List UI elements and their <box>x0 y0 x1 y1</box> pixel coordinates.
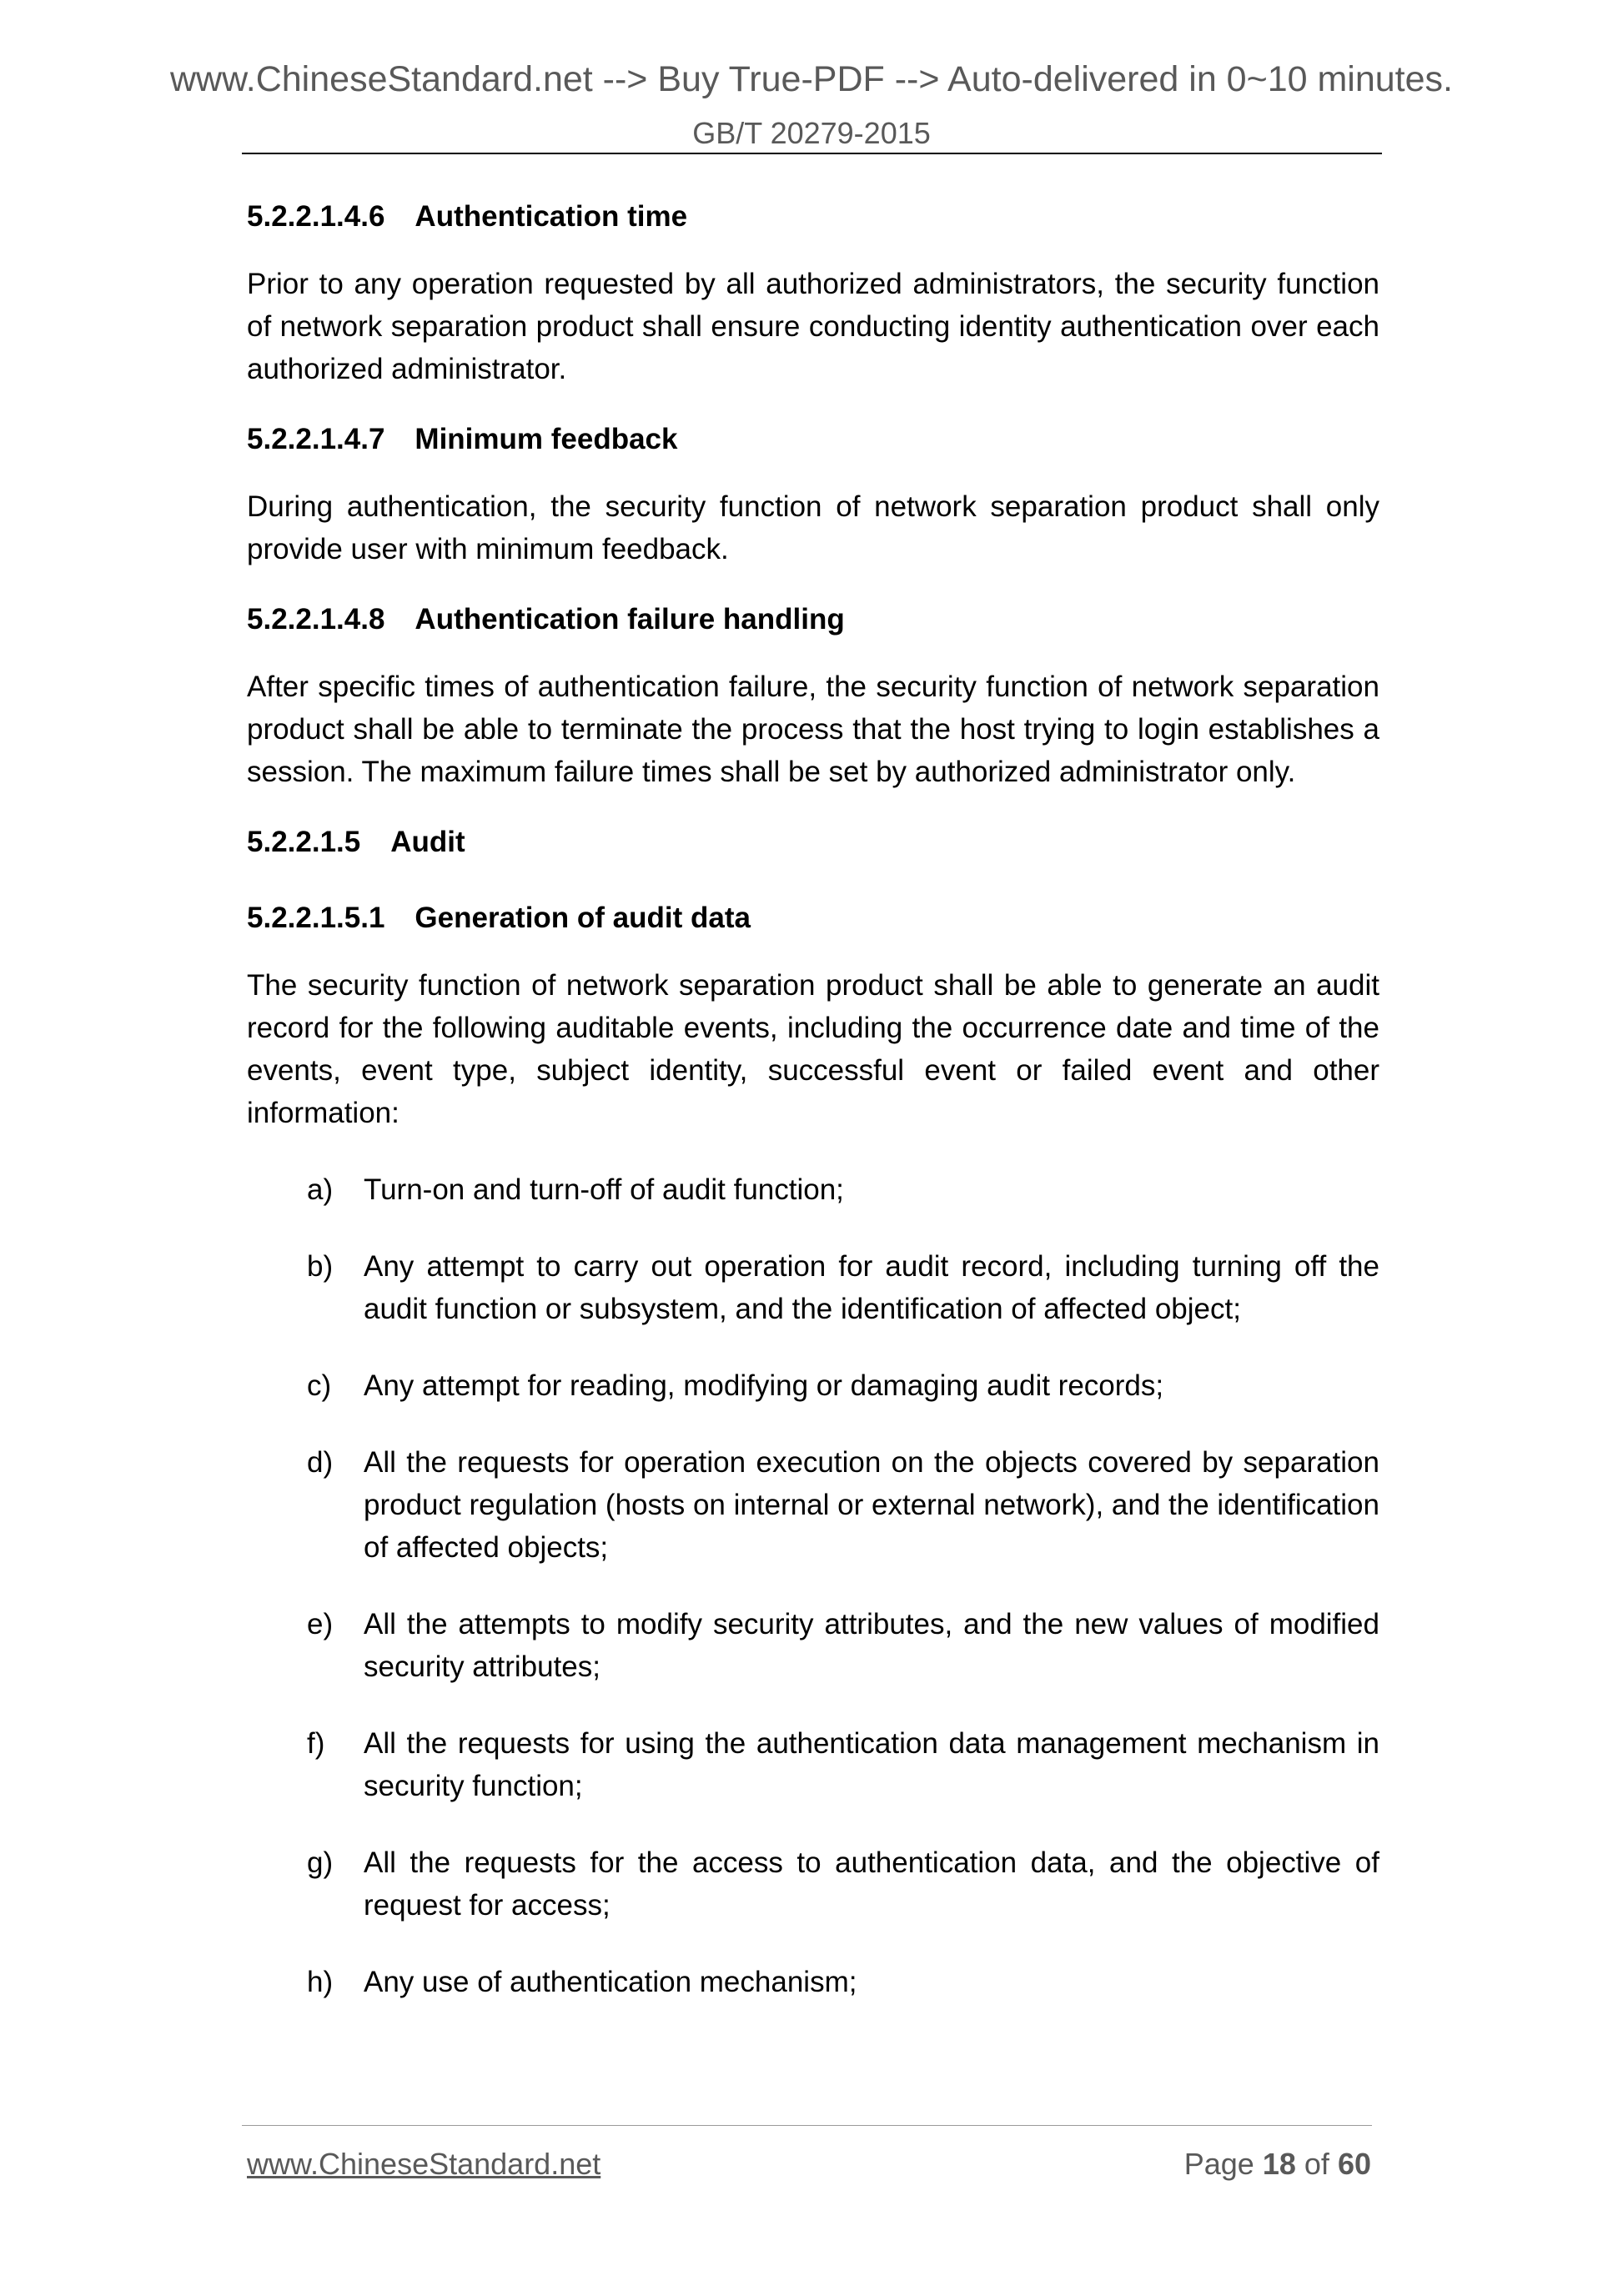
audit-event-list <box>247 1168 1379 2003</box>
list-item-text: All the requests for operation execution on the objects covered by separation product regulation (hosts on internal or external network), and the identification of affected objects; <box>364 1446 1379 1564</box>
footer-website-link[interactable]: www.ChineseStandard.net <box>247 2147 601 2181</box>
header-banner: www.ChineseStandard.net --> Buy True-PDF --> Auto-delivered in 0~10 minutes. <box>169 59 1453 99</box>
list-item-text: All the requests for using the authentication data management mechanism in security function; <box>364 1727 1379 1802</box>
page-total: 60 <box>1337 2147 1371 2181</box>
list-item <box>307 1245 1379 1330</box>
list-marker: a) <box>307 1173 334 1206</box>
list-item <box>307 1364 1379 1407</box>
paragraph-auth-failure: After specific times of authentication failure, the security function of network separation product shall be able to terminate the process that the host trying to login establishes a session. The maximum failure times shall be set by authorized administrator only. <box>247 671 1379 788</box>
page-label: Page <box>1183 2147 1254 2181</box>
paragraph-audit-generation: The security function of network separation product shall be able to generate an audit record for the following auditable events, including the occurrence date and time of the events, event type, subject identity, successful event or failed event and other information: <box>247 969 1379 1129</box>
list-marker: c) <box>307 1369 332 1402</box>
section-title: Generation of audit data <box>415 902 751 934</box>
section-heading-auth-failure <box>247 605 1379 634</box>
section-title: Authentication failure handling <box>415 603 845 636</box>
list-marker: e) <box>307 1608 334 1640</box>
section-number: 5.2.2.1.4.7 <box>247 423 385 455</box>
document-body <box>247 200 1379 2003</box>
list-item <box>307 1168 1379 1211</box>
list-marker: g) <box>307 1846 334 1879</box>
list-item <box>307 1722 1379 1807</box>
section-number: 5.2.2.1.5 <box>247 826 361 858</box>
list-marker: h) <box>307 1966 334 1998</box>
list-marker: b) <box>307 1250 334 1283</box>
section-heading-min-feedback <box>247 425 1379 454</box>
paragraph-min-feedback: During authentication, the security function of network separation product shall only provide user with minimum feedback. <box>247 490 1379 565</box>
list-item <box>307 1841 1379 1927</box>
footer-rule <box>242 2125 1372 2126</box>
section-number: 5.2.2.1.5.1 <box>247 902 385 934</box>
list-marker: f) <box>307 1727 325 1760</box>
section-title: Authentication time <box>415 200 688 233</box>
list-item-text: Any attempt for reading, modifying or damaging audit records; <box>364 1369 1164 1402</box>
list-item <box>307 1441 1379 1569</box>
list-item-text: All the requests for the access to authentication data, and the objective of request for access; <box>364 1846 1379 1922</box>
section-heading-auth-time <box>247 202 1379 231</box>
paragraph-auth-time: Prior to any operation requested by all authorized administrators, the security function of network separation product shall ensure conducting identity authentication over each authorized administrator. <box>247 268 1379 385</box>
page-indicator <box>1184 2149 1371 2179</box>
list-item-text: Turn-on and turn-off of audit function; <box>364 1173 844 1206</box>
section-heading-audit <box>247 827 1379 857</box>
page-current: 18 <box>1262 2147 1296 2181</box>
page-of: of <box>1304 2147 1329 2181</box>
header-rule <box>242 153 1382 154</box>
section-title: Audit <box>390 826 465 858</box>
section-number: 5.2.2.1.4.6 <box>247 200 385 233</box>
list-item-text: All the attempts to modify security attributes, and the new values of modified security attributes; <box>364 1608 1379 1683</box>
list-item <box>307 1603 1379 1688</box>
list-item-text: Any use of authentication mechanism; <box>364 1966 857 1998</box>
section-heading-audit-generation <box>247 903 1379 932</box>
list-item <box>307 1961 1379 2003</box>
list-item-text: Any attempt to carry out operation for audit record, including turning off the audit function or subsystem, and the identification of affected object; <box>364 1250 1379 1325</box>
document-number: GB/T 20279-2015 <box>692 116 931 150</box>
list-marker: d) <box>307 1446 334 1479</box>
section-number: 5.2.2.1.4.8 <box>247 603 385 636</box>
section-title: Minimum feedback <box>415 423 678 455</box>
